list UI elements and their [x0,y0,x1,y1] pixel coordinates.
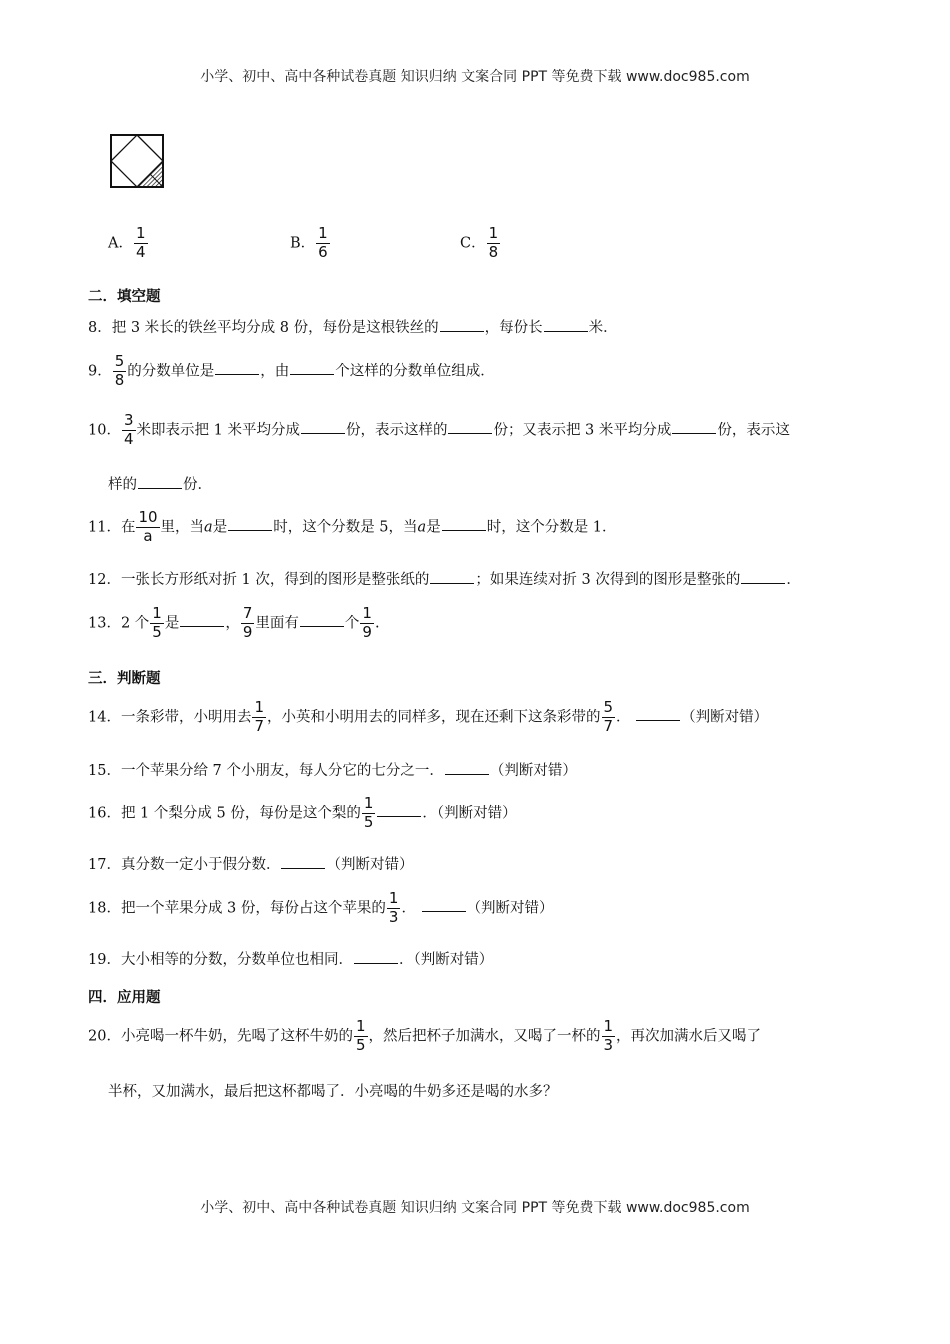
question-19: 19．大小相等的分数，分数单位也相同． ．（判断对错） [88,952,494,968]
answer-blank[interactable] [430,571,474,584]
fraction: $\frac{10}{a}$ [138,508,158,545]
fraction: $\frac{5}{7}$ [603,698,614,735]
question-10-cont: 样的 份． [108,477,212,493]
fraction: $\frac{5}{8}$ [114,352,125,389]
question-20: 20．小亮喝一杯牛奶，先喝了这杯牛奶的 $\frac{1}{5}$ ，然后把杯子加满水，又喝了一杯的 $\frac{1}{3}$ ，再次加满水后又喝了 [88,1017,762,1054]
answer-blank[interactable] [440,319,484,332]
question-16: 16．把 1 个梨分成 5 份，每份是这个梨的 $\frac{1}{5}$ ．（判断对错） [88,794,517,831]
fraction: $\frac{1}{8}$ [488,224,499,261]
answer-blank[interactable] [544,319,588,332]
fraction: $\frac{1}{7}$ [254,698,264,735]
answer-blank[interactable] [215,362,259,375]
answer-blank[interactable] [672,421,716,434]
option-b: B． $\frac{1}{6}$ [290,224,328,261]
question-8: 8．把 3 米长的铁丝平均分成 8 份，每份是这根铁丝的 ，每份长 米． [88,320,618,336]
answer-blank[interactable] [636,708,680,721]
answer-blank[interactable] [180,614,224,627]
question-9: 9． $\frac{5}{8}$ 的分数单位是 ，由 个这样的分数单位组成． [88,352,495,389]
answer-blank[interactable] [448,421,492,434]
question-20-cont: 半杯，又加满水，最后把这杯都喝了．小亮喝的牛奶多还是喝的水多？ [108,1084,558,1100]
question-14: 14．一条彩带，小明用去 $\frac{1}{7}$ ，小英和小明用去的同样多，现在还剩下这条彩带的 $\frac{5}{7}$ ． （判断对错） [88,698,769,735]
page-footer: 小学、初中、高中各种试卷真题 知识归纳 文案合同 PPT 等免费下载 www.doc985.com [200,1200,750,1216]
answer-blank[interactable] [741,571,785,584]
option-c: C． $\frac{1}{8}$ [460,224,499,261]
answer-blank[interactable] [290,362,334,375]
fraction: $\frac{3}{4}$ [123,411,134,448]
page-header: 小学、初中、高中各种试卷真题 知识归纳 文案合同 PPT 等免费下载 www.doc985.com [200,69,750,85]
fraction: $\frac{1}{3}$ [603,1017,614,1054]
section-judge-title: 三．判断题 [88,671,161,687]
fraction: $\frac{1}{9}$ [362,604,372,641]
fraction: $\frac{1}{3}$ [388,889,399,926]
option-a: A． $\frac{1}{4}$ [108,224,146,261]
answer-blank[interactable] [422,899,466,912]
question-18: 18．把一个苹果分成 3 份，每份占这个苹果的 $\frac{1}{3}$ ． （判断对错） [88,889,554,926]
answer-blank[interactable] [138,476,182,489]
answer-blank[interactable] [281,856,325,869]
section-apply-title: 四．应用题 [88,990,161,1006]
answer-blank[interactable] [228,518,272,531]
answer-blank[interactable] [300,614,344,627]
fraction: $\frac{1}{4}$ [135,224,146,261]
question-12: 12．一张长方形纸对折 1 次，得到的图形是整张纸的 ；如果连续对折 3 次得到的图形是整张的 ． [88,572,801,588]
section-fill-title: 二．填空题 [88,289,161,305]
answer-blank[interactable] [301,421,345,434]
fraction: $\frac{1}{5}$ [152,604,162,641]
fraction: $\frac{1}{5}$ [363,794,374,831]
square-diagram [110,134,164,188]
answer-blank[interactable] [354,951,398,964]
answer-blank[interactable] [442,518,486,531]
answer-blank[interactable] [445,762,489,775]
question-17: 17．真分数一定小于假分数． （判断对错） [88,857,414,873]
answer-blank[interactable] [377,804,421,817]
question-11: 11．在 $\frac{10}{a}$ 里，当a是 时，这个分数是 5，当a是 时，这个分数是 1． [88,508,617,545]
fraction: $\frac{1}{5}$ [355,1017,366,1054]
fraction: $\frac{1}{6}$ [318,224,328,261]
question-13: 13．2 个 $\frac{1}{5}$ 是 ， $\frac{7}{9}$ 里面有 个 $\frac{1}{9}$ . [88,604,380,641]
question-15: 15．一个苹果分给 7 个小朋友，每人分它的七分之一． （判断对错） [88,763,577,779]
question-10: 10． $\frac{3}{4}$ 米即表示把 1 米平均分成 份，表示这样的 份；又表示把 3 米平均分成 份，表示这 [88,411,790,448]
fraction: $\frac{7}{9}$ [242,604,253,641]
